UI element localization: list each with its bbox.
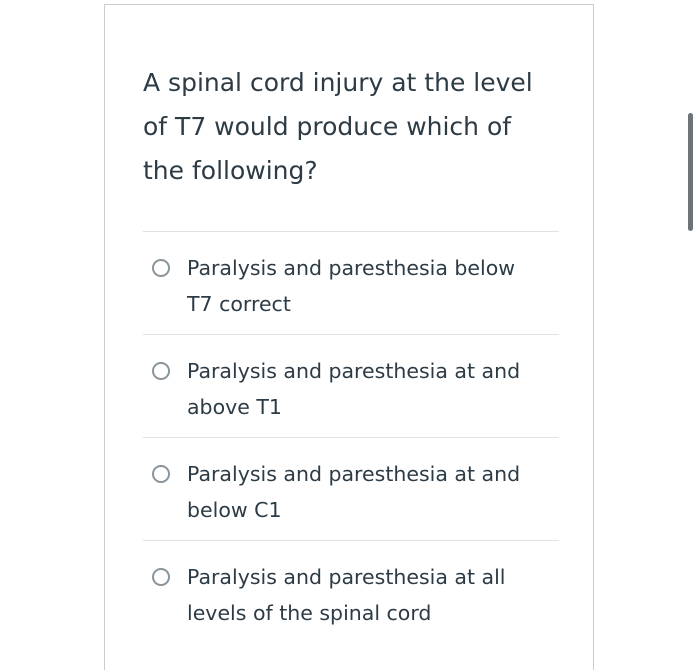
radio-button-2[interactable]	[152, 362, 170, 380]
answer-option-2[interactable]	[143, 335, 559, 437]
answer-option-1[interactable]	[143, 232, 559, 334]
answer-label-2[interactable]: Paralysis and paresthesia at and above T1	[187, 359, 521, 419]
scrollbar-thumb[interactable]	[688, 113, 693, 231]
answer-list	[143, 231, 559, 643]
question-text: A spinal cord injury at the level of T7 would produce which of the following?	[143, 68, 533, 185]
radio-button-4[interactable]	[152, 568, 170, 586]
answer-label-4[interactable]: Paralysis and paresthesia at all levels of the spinal cord	[187, 565, 506, 625]
question-card	[104, 4, 594, 670]
radio-button-3[interactable]	[152, 465, 170, 483]
answer-option-4[interactable]	[143, 541, 559, 643]
answer-label-1[interactable]: Paralysis and paresthesia below T7 correct	[187, 256, 516, 316]
radio-button-1[interactable]	[152, 259, 170, 277]
answer-option-3[interactable]	[143, 438, 559, 540]
answer-label-3[interactable]: Paralysis and paresthesia at and below C1	[187, 462, 521, 522]
